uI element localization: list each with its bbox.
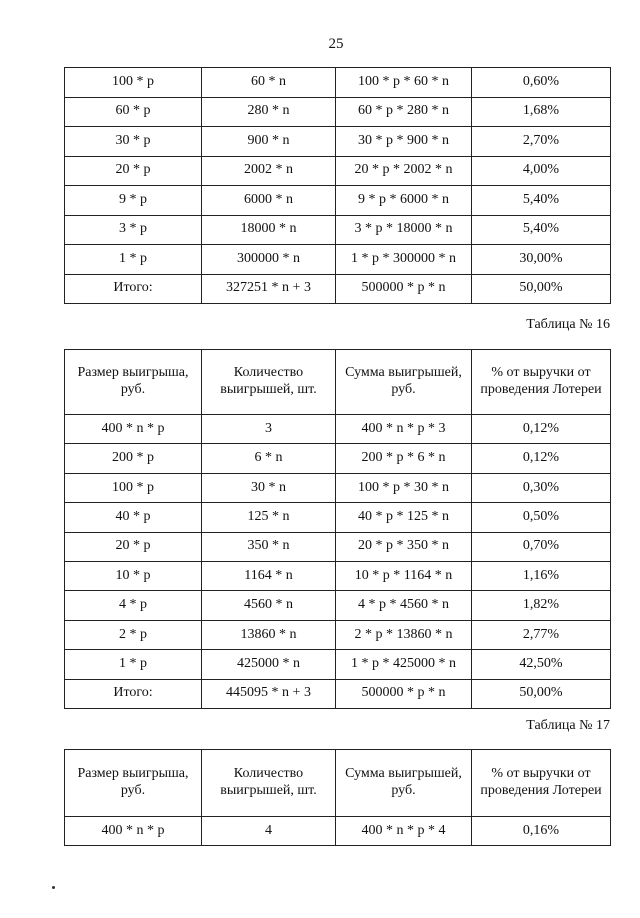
- prize-size-cell: 30 * р: [65, 127, 202, 157]
- prize-size-cell: 60 * р: [65, 97, 202, 127]
- prize-sum-cell: 9 * р * 6000 * n: [336, 186, 472, 216]
- prize-size-cell: 100 * р: [65, 473, 202, 502]
- revenue-percent-cell: 0,30%: [472, 473, 611, 502]
- table-row: [65, 561, 611, 590]
- prize-sum-cell: 100 * р * 30 * n: [336, 473, 472, 502]
- header-prize-count: Количество выигрышей, шт.: [202, 750, 336, 817]
- revenue-percent-cell: 5,40%: [472, 186, 611, 216]
- prize-count-cell: 13860 * n: [202, 620, 336, 649]
- revenue-percent-cell: 2,77%: [472, 620, 611, 649]
- header-revenue-percent: % от выручки от проведения Лотереи: [472, 350, 611, 415]
- total-count-cell: 327251 * n + 3: [202, 274, 336, 304]
- prize-sum-cell: 400 * n * р * 4: [336, 817, 472, 846]
- prize-sum-cell: 40 * р * 125 * n: [336, 503, 472, 532]
- revenue-percent-cell: 0,16%: [472, 817, 611, 846]
- prize-sum-cell: 10 * р * 1164 * n: [336, 561, 472, 590]
- prize-sum-cell: 1 * р * 300000 * n: [336, 245, 472, 275]
- prize-sum-cell: 2 * р * 13860 * n: [336, 620, 472, 649]
- prize-size-cell: 2 * р: [65, 620, 202, 649]
- total-row: [65, 274, 611, 304]
- total-percent-cell: 50,00%: [472, 679, 611, 708]
- prize-count-cell: 280 * n: [202, 97, 336, 127]
- prize-count-cell: 30 * n: [202, 473, 336, 502]
- header-prize-size: Размер выигрыша, руб.: [65, 750, 202, 817]
- table-16-caption: Таблица № 16: [526, 317, 610, 332]
- total-count-cell: 445095 * n + 3: [202, 679, 336, 708]
- revenue-percent-cell: 1,68%: [472, 97, 611, 127]
- prize-count-cell: 2002 * n: [202, 156, 336, 186]
- total-row: [65, 679, 611, 708]
- prize-count-cell: 60 * n: [202, 68, 336, 98]
- prize-table-16: [64, 349, 611, 709]
- table-body: [65, 750, 611, 846]
- prize-sum-cell: 400 * n * р * 3: [336, 415, 472, 444]
- table-row: [65, 97, 611, 127]
- scan-speck: [52, 886, 55, 889]
- prize-sum-cell: 20 * р * 350 * n: [336, 532, 472, 561]
- table-header-row: [65, 350, 611, 415]
- table-header-row: [65, 750, 611, 817]
- prize-size-cell: 400 * n * р: [65, 817, 202, 846]
- prize-sum-cell: 100 * р * 60 * n: [336, 68, 472, 98]
- header-prize-sum: Сумма выигрышей, руб.: [336, 750, 472, 817]
- table-row: [65, 215, 611, 245]
- table-body: [65, 68, 611, 304]
- table-row: [65, 503, 611, 532]
- table-row: [65, 620, 611, 649]
- revenue-percent-cell: 5,40%: [472, 215, 611, 245]
- table-row: [65, 650, 611, 679]
- prize-count-cell: 350 * n: [202, 532, 336, 561]
- revenue-percent-cell: 0,70%: [472, 532, 611, 561]
- prize-size-cell: 1 * р: [65, 650, 202, 679]
- total-label-cell: Итого:: [65, 679, 202, 708]
- prize-size-cell: 9 * р: [65, 186, 202, 216]
- prize-size-cell: 400 * n * р: [65, 415, 202, 444]
- revenue-percent-cell: 0,12%: [472, 444, 611, 473]
- total-label-cell: Итого:: [65, 274, 202, 304]
- table-row: [65, 156, 611, 186]
- revenue-percent-cell: 0,60%: [472, 68, 611, 98]
- prize-size-cell: 4 * р: [65, 591, 202, 620]
- page-number: 25: [328, 36, 344, 52]
- header-revenue-percent: % от выручки от проведения Лотереи: [472, 750, 611, 817]
- prize-count-cell: 4: [202, 817, 336, 846]
- prize-count-cell: 4560 * n: [202, 591, 336, 620]
- prize-sum-cell: 3 * р * 18000 * n: [336, 215, 472, 245]
- prize-sum-cell: 4 * р * 4560 * n: [336, 591, 472, 620]
- prize-table-17: [64, 749, 611, 846]
- table-row: [65, 245, 611, 275]
- table-row: [65, 532, 611, 561]
- table-row: [65, 444, 611, 473]
- prize-sum-cell: 1 * р * 425000 * n: [336, 650, 472, 679]
- table-row: [65, 186, 611, 216]
- prize-size-cell: 20 * р: [65, 532, 202, 561]
- table-row: [65, 127, 611, 157]
- prize-count-cell: 900 * n: [202, 127, 336, 157]
- table-row: [65, 473, 611, 502]
- prize-sum-cell: 60 * р * 280 * n: [336, 97, 472, 127]
- table-row: [65, 817, 611, 846]
- table-row: [65, 68, 611, 98]
- revenue-percent-cell: 4,00%: [472, 156, 611, 186]
- prize-size-cell: 1 * р: [65, 245, 202, 275]
- prize-count-cell: 300000 * n: [202, 245, 336, 275]
- table-row: [65, 591, 611, 620]
- table-row: [65, 415, 611, 444]
- total-percent-cell: 50,00%: [472, 274, 611, 304]
- revenue-percent-cell: 1,82%: [472, 591, 611, 620]
- total-sum-cell: 500000 * р * n: [336, 274, 472, 304]
- prize-sum-cell: 200 * р * 6 * n: [336, 444, 472, 473]
- total-sum-cell: 500000 * р * n: [336, 679, 472, 708]
- prize-sum-cell: 30 * р * 900 * n: [336, 127, 472, 157]
- header-prize-count: Количество выигрышей, шт.: [202, 350, 336, 415]
- revenue-percent-cell: 2,70%: [472, 127, 611, 157]
- prize-size-cell: 20 * р: [65, 156, 202, 186]
- prize-size-cell: 10 * р: [65, 561, 202, 590]
- header-prize-sum: Сумма выигрышей, руб.: [336, 350, 472, 415]
- prize-sum-cell: 20 * р * 2002 * n: [336, 156, 472, 186]
- prize-count-cell: 425000 * n: [202, 650, 336, 679]
- prize-count-cell: 125 * n: [202, 503, 336, 532]
- prize-size-cell: 3 * р: [65, 215, 202, 245]
- header-prize-size: Размер выигрыша, руб.: [65, 350, 202, 415]
- prize-table-continued: [64, 67, 611, 304]
- prize-count-cell: 18000 * n: [202, 215, 336, 245]
- prize-size-cell: 40 * р: [65, 503, 202, 532]
- prize-count-cell: 6000 * n: [202, 186, 336, 216]
- prize-count-cell: 6 * n: [202, 444, 336, 473]
- revenue-percent-cell: 30,00%: [472, 245, 611, 275]
- table-body: [65, 350, 611, 709]
- table-17-caption: Таблица № 17: [526, 718, 610, 733]
- revenue-percent-cell: 1,16%: [472, 561, 611, 590]
- prize-size-cell: 200 * р: [65, 444, 202, 473]
- prize-size-cell: 100 * р: [65, 68, 202, 98]
- prize-count-cell: 1164 * n: [202, 561, 336, 590]
- revenue-percent-cell: 0,50%: [472, 503, 611, 532]
- prize-count-cell: 3: [202, 415, 336, 444]
- revenue-percent-cell: 0,12%: [472, 415, 611, 444]
- revenue-percent-cell: 42,50%: [472, 650, 611, 679]
